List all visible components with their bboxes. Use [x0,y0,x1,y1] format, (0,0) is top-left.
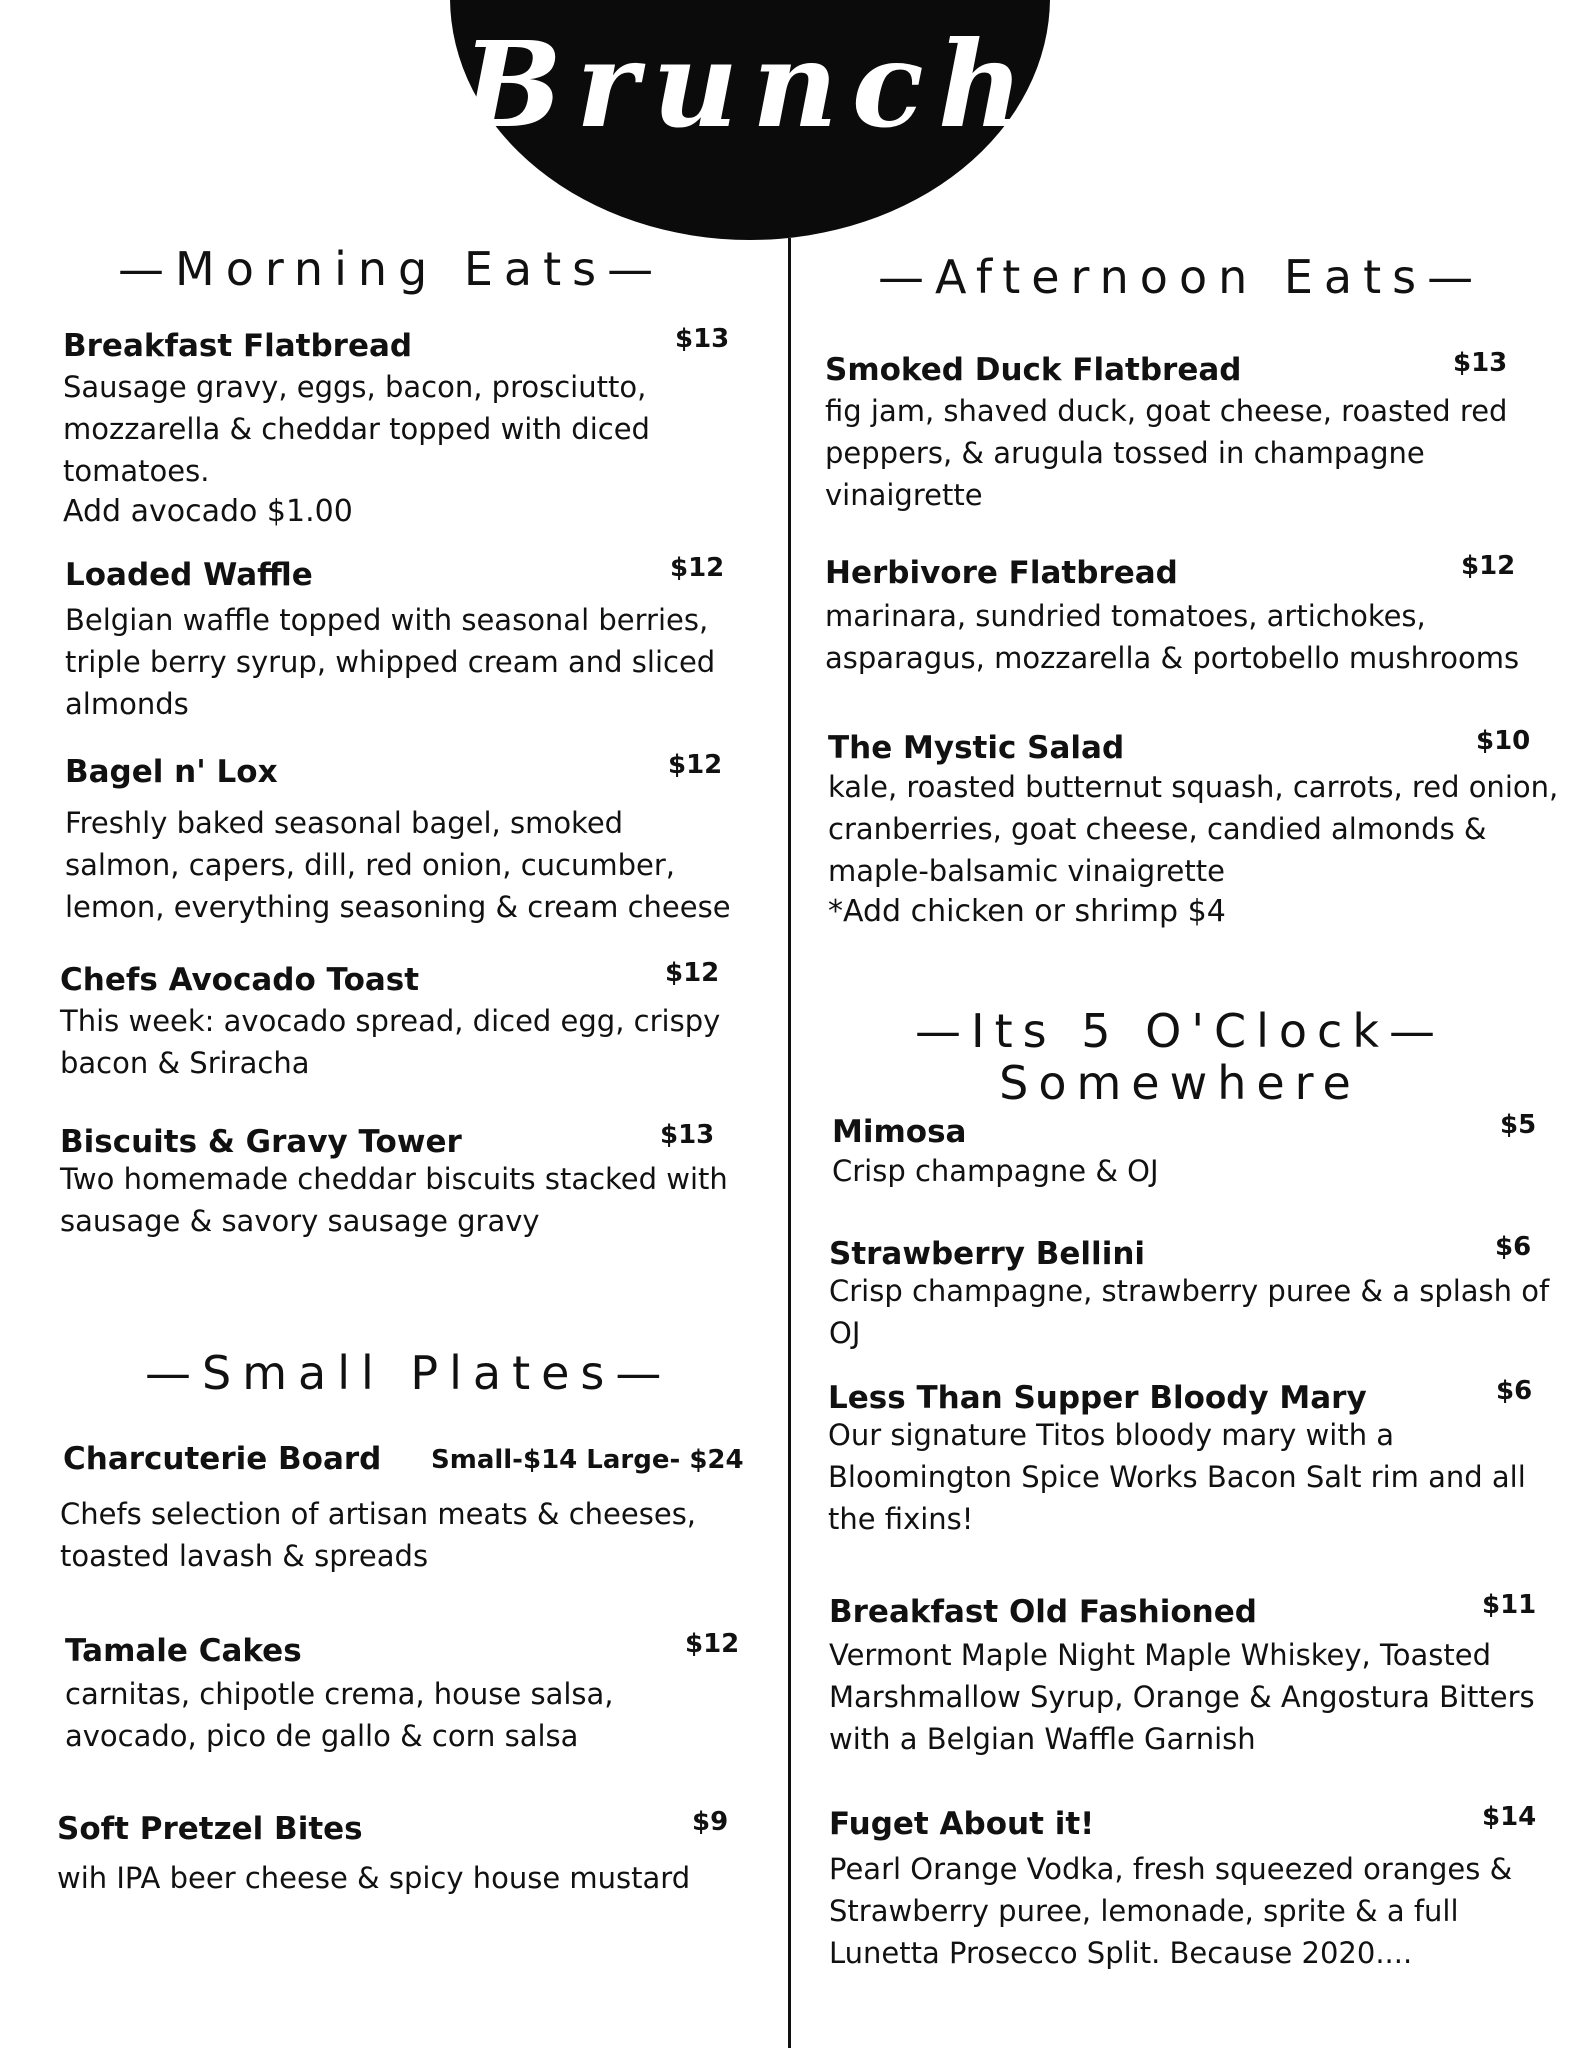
item-name: Bagel n' Lox [65,754,278,790]
column-divider [788,238,791,2048]
item-description: Pearl Orange Vodka, fresh squeezed oranges & Strawberry puree, lemonade, sprite & a full Lunetta Prosecco Split. Because 2020.... [829,1852,1513,1970]
item-name: Chefs Avocado Toast [60,962,420,998]
item-price: $6 [1496,1376,1533,1406]
item-name: Fuget About it! [829,1806,1095,1842]
item-price: $12 [668,750,723,780]
item-description: Chefs selection of artisan meats & cheeses, toasted lavash & spreads [60,1497,697,1573]
item-addon: Add avocado $1.00 [63,494,353,529]
item-price: $13 [1453,348,1508,378]
menu-title: Brunch [462,15,1038,154]
item-description: Belgian waffle topped with seasonal berries, triple berry syrup, whipped cream and sliced almonds [65,603,716,721]
item-price: $13 [660,1120,715,1150]
item-description: Freshly baked seasonal bagel, smoked salmon, capers, dill, red onion, cucumber, lemon, everything seasoning & cream cheese [65,806,731,924]
item-description: fig jam, shaved duck, goat cheese, roasted red peppers, & arugula tossed in champagne vinaigrette [825,394,1508,512]
item-price: $6 [1495,1232,1532,1262]
section-cocktails [880,1005,1480,1109]
item-description: kale, roasted butternut squash, carrots, red onion, cranberries, goat cheese, candied almonds & maple-balsamic vinaigrette [828,770,1559,888]
item-name: Breakfast Old Fashioned [829,1594,1257,1630]
item-name: Breakfast Flatbread [63,328,413,364]
item-price: $9 [692,1807,729,1837]
item-description: Our signature Titos bloody mary with a Bloomington Spice Works Bacon Salt rim and all the fixins! [828,1418,1526,1536]
item-name: Strawberry Bellini [829,1236,1146,1272]
item-price: $14 [1482,1802,1537,1832]
item-price: $13 [675,324,730,354]
item-name: Mimosa [832,1114,967,1150]
item-name: Smoked Duck Flatbread [825,352,1242,388]
item-description: This week: avocado spread, diced egg, crispy bacon & Sriracha [60,1004,721,1080]
item-price: $5 [1500,1110,1537,1140]
item-price: $12 [665,958,720,988]
item-name: Tamale Cakes [65,1633,302,1669]
item-description: Vermont Maple Night Maple Whiskey, Toasted Marshmallow Syrup, Orange & Angostura Bitters with a Belgian Waffle Garnish [829,1638,1535,1756]
item-name: Herbivore Flatbread [825,555,1178,591]
item-description: Sausage gravy, eggs, bacon, prosciutto, mozzarella & cheddar topped with diced tomatoes. [63,370,650,488]
section-small-plates: —Small Plates— [145,1346,673,1400]
section-cocktails-line1: —Its 5 O'Clock— [915,1004,1445,1058]
item-price: Small-$14 Large- $24 [431,1445,744,1475]
item-name: The Mystic Salad [828,730,1125,766]
item-description: wih IPA beer cheese & spicy house mustard [57,1861,691,1895]
item-price: $12 [685,1629,740,1659]
item-description: Two homemade cheddar biscuits stacked with sausage & savory sausage gravy [60,1162,728,1238]
item-name: Loaded Waffle [65,557,313,593]
item-name: Biscuits & Gravy Tower [60,1124,462,1160]
item-addon: *Add chicken or shrimp $4 [828,894,1226,929]
item-description: marinara, sundried tomatoes, artichokes, asparagus, mozzarella & portobello mushrooms [825,599,1520,675]
item-description: Crisp champagne & OJ [832,1154,1159,1188]
item-description: Crisp champagne, strawberry puree & a splash of OJ [829,1274,1550,1350]
item-description: carnitas, chipotle crema, house salsa, avocado, pico de gallo & corn salsa [65,1677,614,1753]
item-name: Less Than Supper Bloody Mary [828,1380,1367,1416]
item-price: $11 [1482,1590,1537,1620]
item-price: $12 [670,553,725,583]
section-afternoon-eats: —Afternoon Eats— [878,250,1485,304]
item-name: Soft Pretzel Bites [57,1811,363,1847]
item-price: $12 [1461,551,1516,581]
item-name: Charcuterie Board [63,1441,382,1477]
section-cocktails-line2: Somewhere [999,1056,1361,1110]
section-morning-eats: —Morning Eats— [118,242,665,296]
item-price: $10 [1476,726,1531,756]
